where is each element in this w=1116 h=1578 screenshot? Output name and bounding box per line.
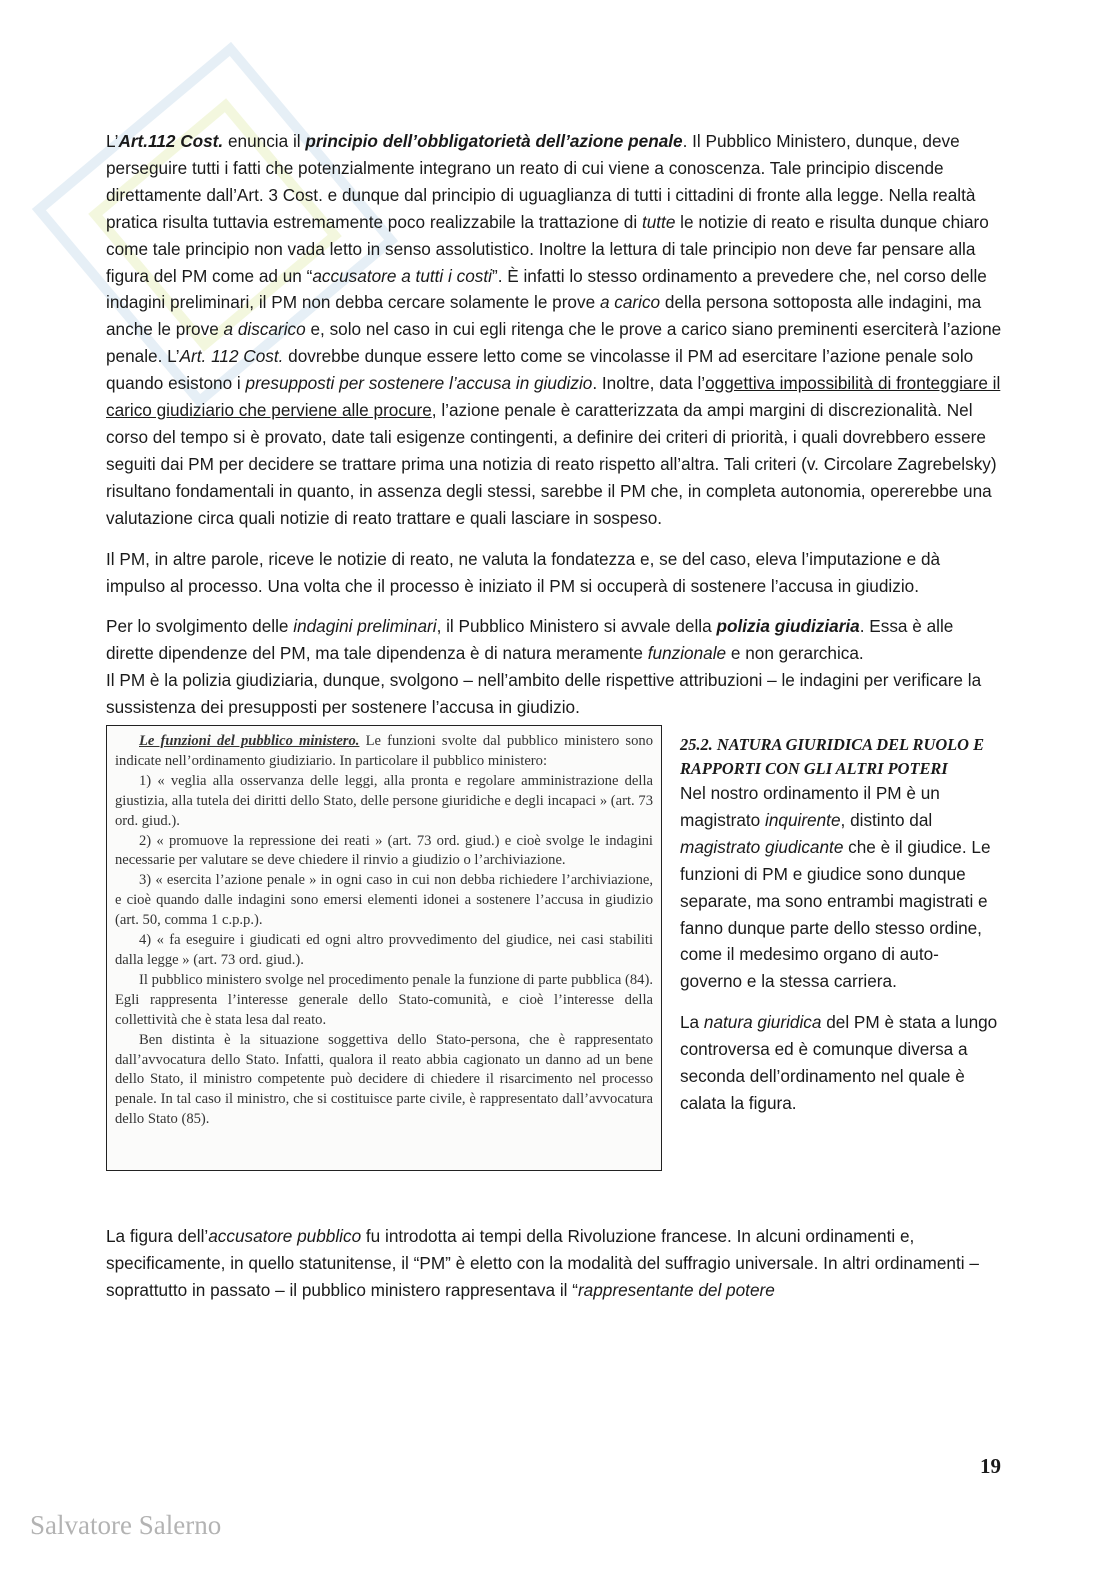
document-page: [106, 128, 1002, 1318]
paragraph-polizia-giudiziaria: Per lo svolgimento delle indagini preliminari, il Pubblico Ministero si avvale della polizia giudiziaria. Essa è alle dirette dipendenze del PM, ma tale dipendenza è di natura meramente funzionale e non gerarchica. Il PM è la polizia giudiziaria, dunque, svolgono – nell’ambito delle rispettive attribuzioni – le indagini per verificare la sussistenza dei presupposti per sostenere l’accusa in giudizio.: [106, 616, 982, 718]
paragraph-notizie-reato: Il PM, in altre parole, riceve le notizie di reato, ne valuta la fondatezza e, se del caso, eleva l’imputazione e dà impulso al processo. Una volta che il processo è iniziato il PM si occuperà di sostenere l’accusa in giudizio.: [106, 548, 941, 596]
figure-row: [106, 725, 1002, 1171]
paragraph-accusatore: La figura dell’accusatore pubblico fu introdotta ai tempi della Rivoluzione francese. In alcuni ordinamenti e, specificamente, in quello statunitense, il “PM” è eletto con la modalità del suffragio universale. In altri ordinamenti – soprattutto in passato – il pubblico ministero rappresentava il “rappresentante del potere: [106, 1226, 979, 1300]
side-paragraph-2: La natura giuridica del PM è stata a lungo controversa ed è comunque diversa a seconda dell’ordinamento nel quale è calata la figura.: [680, 1012, 998, 1113]
side-paragraph-1: Nel nostro ordinamento il PM è un magistrato inquirente, distinto dal magistrato giudicante che è il giudice. Le funzioni di PM e giudice sono dunque separate, ma sono entrambi magistrati e fanno dunque parte dello stesso ordine, come il medesimo organo di auto-governo e la stessa carriera.: [680, 783, 991, 992]
footer-author: Salvatore Salerno: [30, 1510, 222, 1540]
side-column: [680, 725, 1000, 1131]
page-number: 19: [980, 1454, 1001, 1478]
scanned-excerpt: Le funzioni del pubblico ministero. Le funzioni svolte dal pubblico ministero sono indicate nell’ordinamento giudiziario. In particolare il pubblico ministero: 1) « veglia alla osservanza delle leggi, alla pronta e regolare amministrazione della giustizia, alla tutela dei diritti dello Stato, delle persone giuridiche e degli incapaci » (art. 73 ord. giud.). 2) « promuove la repressione dei reati » (art. 73 ord. giud.) e cioè svolge le indagini necessarie per valutare se deve chiedere il rinvio a giudizio o l’archiviazione. 3) « esercita l’azione penale » in ogni caso in cui non debba richiedere l’archiviazione, e cioè quando dalle indagini sono emersi elementi idonei a sostenere l’accusa in giudizio (art. 50, comma 1 c.p.p.). 4) « fa eseguire i giudicati ed ogni altro provvedimento del giudice, nei casi stabiliti dalla legge » (art. 73 ord. giud.). Il pubblico ministero svolge nel procedimento penale la funzione di parte pubblica (84). Egli rappresenta l’interesse generale dello Stato-comunità, e cioè l’interesse della collettività che è stata lesa dal reato. Ben distinta è la situazione soggettiva dello Stato-persona, che è rappresentato dall’avvocatura dello Stato. Infatti, qualora il reato abbia cagionato un danno ad un bene dello Stato, il ministro competente può decidere di chiedere il risarcimento nel processo penale. In tal caso il ministro, che si costituisce parte civile, è rappresentato dall’avvocatura dello Stato (85).: [106, 725, 662, 1171]
paragraph-obbligatorieta: L’Art.112 Cost. enuncia il principio dell’obbligatorietà dell’azione penale. Il Pubblico Ministero, dunque, deve perseguire tutti i fatti che potenzialmente integrano un reato di cui viene a conoscenza. Tale principio discende direttamente dall’Art. 3 Cost. e dunque dal principio di uguaglianza di tutti i cittadini di fronte alla legge. Nella realtà pratica risulta tuttavia estremamente poco realizzabile la trattazione di tutte le notizie di reato e risulta dunque chiaro come tale principio non vada letto in senso assolutistico. Inoltre la lettura di tale principio non deve far pensare alla figura del PM come ad un “accusatore a tutti i costi”. È infatti lo stesso ordinamento a prevedere che, nel corso delle indagini preliminari, il PM non debba cercare solamente le prove a carico della persona sottoposta alle indagini, ma anche le prove a discarico e, solo nel caso in cui egli ritenga che le prove a carico siano preminenti eserciterà l’azione penale. L’Art. 112 Cost. dovrebbe dunque essere letto come se vincolasse il PM ad esercitare l’azione penale solo quando esistono i presupposti per sostenere l’accusa in giudizio. Inoltre, data l’oggettiva impossibilità di fronteggiare il carico giudiziario che perviene alle procure, l’azione penale è caratterizzata da ampi margini di discrezionalità. Nel corso del tempo si è provato, date tali esigenze contingenti, a definire dei criteri di priorità, i quali dovrebbero essere seguiti dai PM per decidere se trattare prima una notizia di reato rispetto all’altra. Tali criteri (v. Circolare Zagrebelsky) risultano fondamentali in quanto, in assenza degli stessi, sarebbe il PM che, in completa autonomia, opererebbe una valutazione circa quali notizie di reato trattare e quali lasciare in sospeso.: [106, 131, 1002, 528]
section-heading: 25.2. NATURA GIURIDICA DEL RUOLO E RAPPORTI CON GLI ALTRI POTERI: [680, 735, 985, 778]
